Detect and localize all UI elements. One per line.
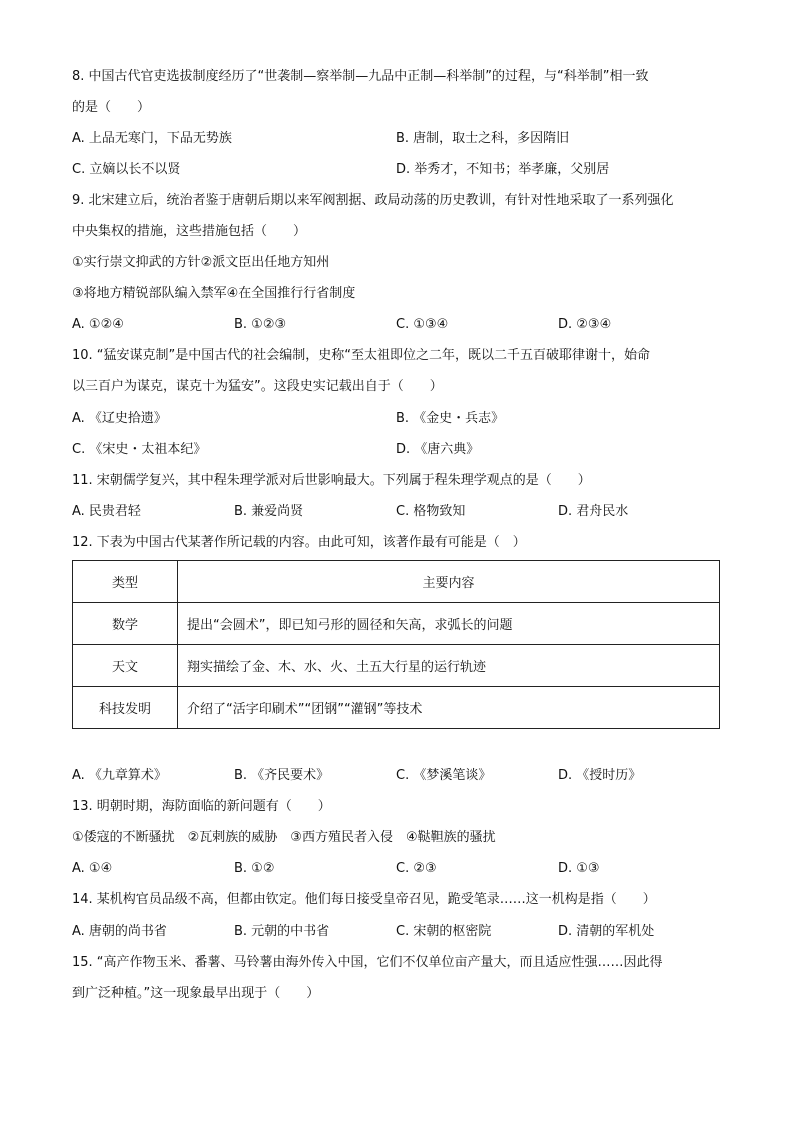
q13-option-c[interactable]: C. ②③ — [396, 861, 437, 876]
table-row — [73, 645, 720, 687]
q15-stem-line1: 15. “高产作物玉米、番薯、马铃薯由海外传入中国，它们不仅单位亩产量大，而且适应性强……因此得 — [72, 955, 663, 970]
q9-items-line2: ③将地方精锐部队编入禁军④在全国推行行省制度 — [72, 286, 356, 301]
q8-stem-line1: 8. 中国古代官吏选拔制度经历了“世袭制—察举制—九品中正制—科举制”的过程，与“科举制”相一致 — [72, 69, 649, 84]
q13-option-d[interactable]: D. ①③ — [558, 861, 600, 876]
table-cell-content: 提出“会圆术”，即已知弓形的圆径和矢高，求弧长的问题 — [178, 603, 720, 645]
q11-option-d[interactable]: D. 君舟民水 — [558, 504, 629, 519]
q9-items-line1: ①实行崇文抑武的方针②派文臣出任地方知州 — [72, 255, 330, 270]
q10-option-b[interactable]: B. 《金史・兵志》 — [396, 411, 505, 426]
q12-stem: 12. 下表为中国古代某著作所记载的内容。由此可知，该著作最有可能是（ ） — [72, 535, 526, 550]
q14-option-a[interactable]: A. 唐朝的尚书省 — [72, 924, 167, 939]
q11-stem: 11. 宋朝儒学复兴，其中程朱理学派对后世影响最大。下列属于程朱理学观点的是（ ） — [72, 473, 591, 488]
q8-option-a[interactable]: A. 上品无寒门，下品无势族 — [72, 131, 232, 146]
q8-option-c[interactable]: C. 立嫡以长不以贤 — [72, 162, 181, 177]
q13-option-b[interactable]: B. ①② — [234, 861, 275, 876]
q10-option-a[interactable]: A. 《辽史拾遗》 — [72, 411, 167, 426]
q13-stem: 13. 明朝时期，海防面临的新问题有（ ） — [72, 799, 331, 814]
table-row — [73, 603, 720, 645]
q9-option-c[interactable]: C. ①③④ — [396, 317, 449, 332]
q9-stem-line1: 9. 北宋建立后，统治者鉴于唐朝后期以来军阀割据、政局动荡的历史教训，有针对性地采取了一系列强化 — [72, 193, 674, 208]
q11-option-c[interactable]: C. 格物致知 — [396, 504, 466, 519]
q9-option-d[interactable]: D. ②③④ — [558, 317, 612, 332]
q11-option-b[interactable]: B. 兼爱尚贤 — [234, 504, 304, 519]
q14-option-c[interactable]: C. 宋朝的枢密院 — [396, 924, 492, 939]
q10-stem-line2: 以三百户为谋克，谋克十为猛安”。这段史实记载出自于（ ） — [72, 379, 443, 394]
q9-option-a[interactable]: A. ①②④ — [72, 317, 124, 332]
table-cell-type: 天文 — [73, 645, 178, 687]
q14-option-b[interactable]: B. 元朝的中书省 — [234, 924, 330, 939]
table-row — [73, 687, 720, 729]
q10-option-c[interactable]: C. 《宋史・太祖本纪》 — [72, 442, 207, 457]
q11-option-a[interactable]: A. 民贵君轻 — [72, 504, 141, 519]
q10-option-d[interactable]: D. 《唐六典》 — [396, 442, 480, 457]
q8-stem-line2: 的是（ ） — [72, 100, 151, 115]
q8-option-b[interactable]: B. 唐制，取士之科，多因隋旧 — [396, 131, 570, 146]
table-cell-content: 介绍了“活字印刷术”“团钢”“灌钢”等技术 — [178, 687, 720, 729]
table-header-type: 类型 — [73, 561, 178, 603]
q14-option-d[interactable]: D. 清朝的军机处 — [558, 924, 655, 939]
q12-option-b[interactable]: B. 《齐民要术》 — [234, 768, 330, 783]
q9-option-b[interactable]: B. ①②③ — [234, 317, 287, 332]
q9-stem-line2: 中央集权的措施，这些措施包括（ ） — [72, 224, 307, 239]
q15-stem-line2: 到广泛种植。”这一现象最早出现于（ ） — [72, 986, 320, 1001]
q8-option-d[interactable]: D. 举秀才，不知书；举孝廉，父别居 — [396, 162, 610, 177]
table-cell-type: 数学 — [73, 603, 178, 645]
table-header-content: 主要内容 — [178, 561, 720, 603]
table-cell-type: 科技发明 — [73, 687, 178, 729]
q12-option-a[interactable]: A. 《九章算术》 — [72, 768, 167, 783]
q10-stem-line1: 10. “猛安谋克制”是中国古代的社会编制，史称“至太祖即位之二年，既以二千五百破耶律谢十，始命 — [72, 348, 651, 363]
table-header-row — [73, 561, 720, 603]
q12-option-d[interactable]: D. 《授时历》 — [558, 768, 642, 783]
q14-stem: 14. 某机构官员品级不高，但都由钦定。他们每日接受皇帝召见，跪受笔录……这一机构是指（ ） — [72, 892, 656, 907]
table-cell-content: 翔实描绘了金、木、水、火、土五大行星的运行轨迹 — [178, 645, 720, 687]
q12-option-c[interactable]: C. 《梦溪笔谈》 — [396, 768, 492, 783]
q13-items: ①倭寇的不断骚扰 ②瓦剌族的威胁 ③西方殖民者入侵 ④鞑靼族的骚扰 — [72, 830, 496, 845]
q12-content-table — [72, 560, 720, 729]
q13-option-a[interactable]: A. ①④ — [72, 861, 113, 876]
